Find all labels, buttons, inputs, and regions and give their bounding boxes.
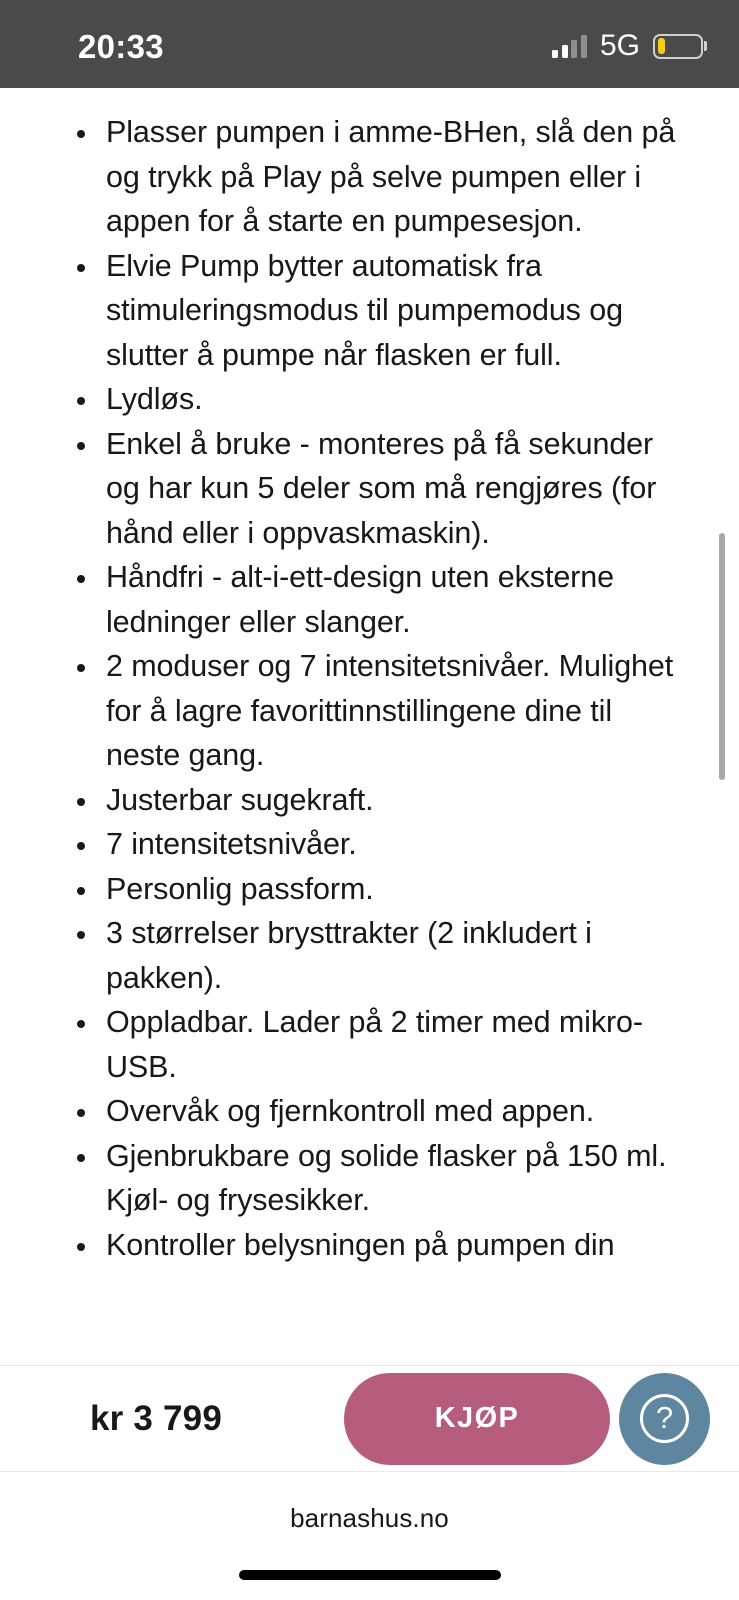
help-button[interactable]: [619, 1373, 710, 1465]
list-item: 2 moduser og 7 intensitetsnivåer. Mulighet for å lagre favorittinnstillingene dine til neste gang.: [70, 644, 693, 778]
list-item: Lydløs.: [70, 377, 693, 422]
site-domain-label: barnashus.no: [290, 1503, 449, 1533]
vertical-scrollbar[interactable]: [719, 88, 725, 1365]
status-bar-time: 20:33: [78, 27, 164, 65]
product-description-scroll-area[interactable]: [0, 88, 739, 1365]
product-price: kr 3 799: [90, 1398, 222, 1438]
network-type-label: 5G: [599, 29, 640, 62]
battery-cap: [704, 41, 707, 51]
list-item: Gjenbrukbare og solide flasker på 150 ml. Kjøl- og frysesikker.: [70, 1134, 693, 1223]
status-bar: [0, 0, 739, 88]
list-item: Plasser pumpen i amme-BHen, slå den på og trykk på Play på selve pumpen eller i appen for å starte en pumpesesjon.: [70, 110, 693, 244]
battery-fill: [658, 38, 665, 54]
question-mark-icon: ?: [640, 1394, 689, 1443]
list-item: Enkel å bruke - monteres på få sekunder og har kun 5 deler som må rengjøres (for hånd eller i oppvaskmaskin).: [70, 422, 693, 556]
home-indicator[interactable]: [239, 1570, 501, 1580]
list-item: Personlig passform.: [70, 867, 693, 912]
battery-low-icon: [653, 34, 703, 59]
list-item: Kontroller belysningen på pumpen din: [70, 1223, 693, 1268]
scrollbar-thumb[interactable]: [719, 533, 725, 780]
list-item: 3 størrelser brysttrakter (2 inkludert i pakken).: [70, 911, 693, 1000]
purchase-bar: [0, 1365, 739, 1471]
status-bar-indicators: [552, 31, 703, 61]
list-item: Oppladbar. Lader på 2 timer med mikro-USB.: [70, 1000, 693, 1089]
signal-bars-icon: [552, 35, 587, 58]
list-item: Justerbar sugekraft.: [70, 778, 693, 823]
feature-bullet-list: [0, 88, 739, 1267]
list-item: Håndfri - alt-i-ett-design uten eksterne ledninger eller slanger.: [70, 555, 693, 644]
list-item: Overvåk og fjernkontroll med appen.: [70, 1089, 693, 1134]
buy-button[interactable]: KJØP: [344, 1373, 610, 1465]
list-item: Elvie Pump bytter automatisk fra stimuleringsmodus til pumpemodus og slutter å pumpe når flasken er full.: [70, 244, 693, 378]
list-item: 7 intensitetsnivåer.: [70, 822, 693, 867]
browser-footer: [0, 1471, 739, 1600]
